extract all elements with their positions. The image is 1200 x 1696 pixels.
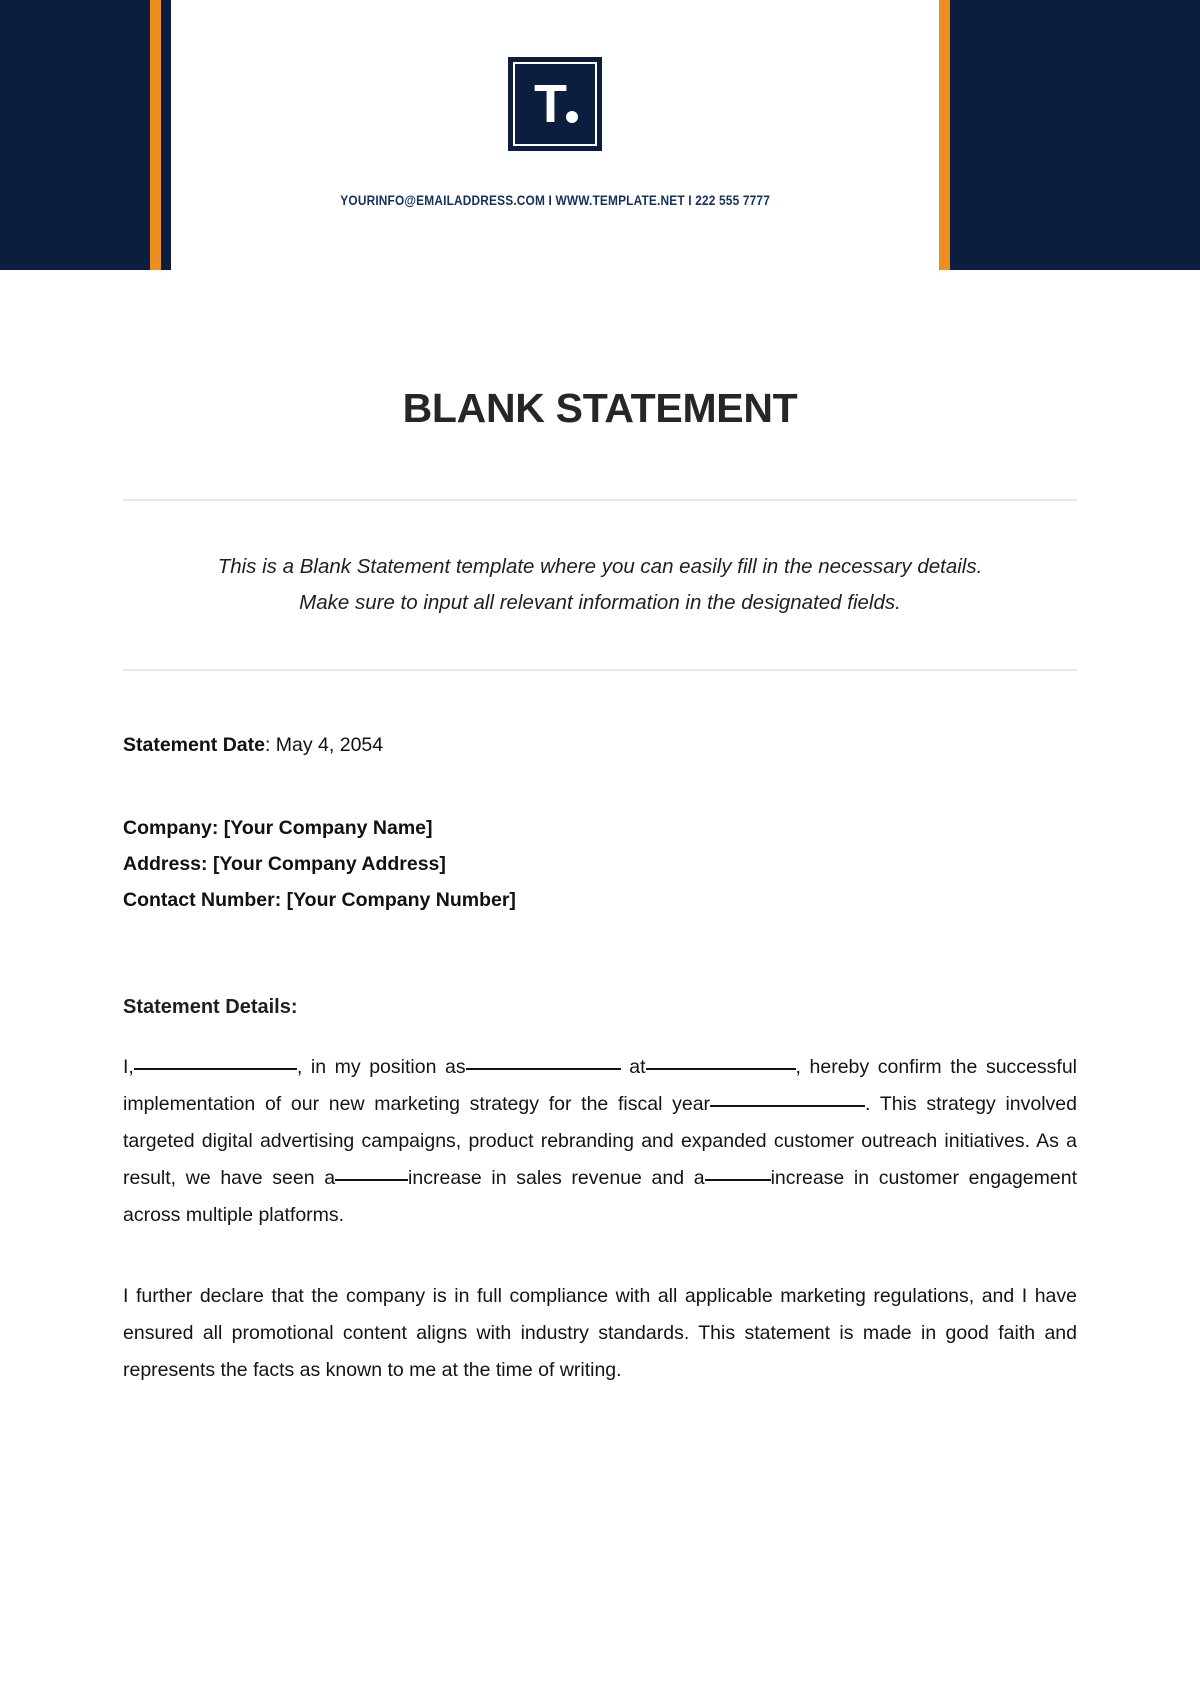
brand-logo: [508, 57, 602, 151]
document-header-band: [0, 0, 1200, 270]
address-value: : [Your Company Address]: [201, 853, 446, 875]
contact-number-row: [123, 882, 1077, 918]
brand-logo-dot-icon: [566, 111, 578, 123]
header-accent-stripe-left: [150, 0, 161, 270]
page-title: BLANK STATEMENT: [402, 385, 798, 431]
intro-line-2: Make sure to input all relevant information in the designated fields.: [299, 591, 901, 614]
spacer: [123, 763, 1077, 810]
address-label: Address: [123, 853, 202, 875]
statement-paragraph-2: I further declare that the company is in full compliance with all applicable marketing regulations, and I have ensured all promotional content aligns with industry standards. This statement is made in good faith and represents the facts as known to me at the time of writing.: [123, 1285, 1077, 1381]
spacer: [123, 918, 1077, 996]
header-content: [171, 0, 939, 270]
fill-blank-revenue-increase[interactable]: [335, 1179, 408, 1181]
para1-part-6: increase in sales revenue and a: [408, 1167, 705, 1189]
fill-blank-name[interactable]: [134, 1068, 297, 1070]
header-contact-line: YOURINFO@EMAILADDRESS.COM I WWW.TEMPLATE.NET I 222 555 7777: [340, 193, 770, 208]
statement-date-label: Statement Date: [123, 734, 265, 756]
intro-line-1: This is a Blank Statement template where you can easily fill in the necessary details.: [217, 555, 983, 578]
para1-part-1: I,: [123, 1056, 134, 1078]
para1-part-5: . This strategy involved targeted digital advertising campaigns, product rebranding and expanded customer outreach initiatives. As a result, we have seen a: [123, 1093, 1077, 1189]
statement-paragraph-1: [123, 1049, 1077, 1234]
fill-blank-engagement-increase[interactable]: [705, 1179, 771, 1181]
para1-part-2: , in my position as: [296, 1056, 466, 1078]
brand-logo-frame: [513, 62, 597, 146]
para1-part-7: increase in customer engagement across multiple platforms.: [123, 1167, 1078, 1226]
intro-paragraph: [123, 501, 1077, 668]
address-row: [123, 846, 1077, 882]
fill-blank-fiscal-year[interactable]: [710, 1105, 865, 1107]
spacer: [123, 671, 1077, 727]
brand-logo-letter: T: [534, 74, 566, 134]
company-value: : [Your Company Name]: [211, 817, 433, 839]
company-row: [123, 810, 1077, 846]
fill-blank-organization[interactable]: [646, 1068, 796, 1070]
company-label: Company: [123, 817, 212, 839]
document-body: [0, 385, 1200, 1389]
statement-date-value: : May 4, 2054: [264, 734, 384, 756]
statement-date-row: [123, 727, 1077, 763]
para1-part-3: at: [629, 1056, 646, 1078]
para1-part-4: , hereby confirm the successful implementation of our new marketing strategy for the fiscal year: [123, 1056, 1077, 1115]
header-accent-stripe-right: [939, 0, 950, 270]
statement-details-heading: Statement Details:: [123, 996, 298, 1018]
contact-number-label: Contact Number: [123, 889, 275, 911]
fill-blank-position[interactable]: [466, 1068, 621, 1070]
contact-number-value: : [Your Company Number]: [274, 889, 516, 911]
